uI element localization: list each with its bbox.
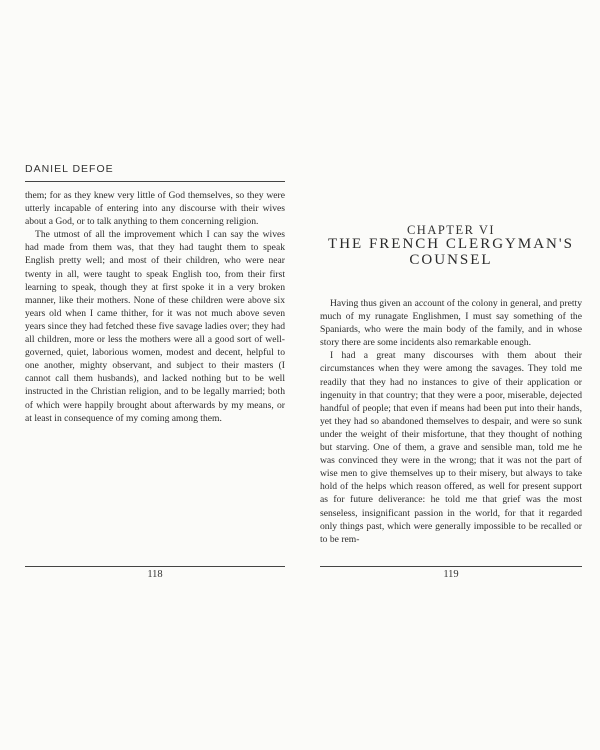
header-rule <box>25 181 285 182</box>
left-page <box>25 0 285 750</box>
chapter-title-line: THE FRENCH CLERGYMAN'S <box>328 236 574 252</box>
page-number: 119 <box>443 569 459 580</box>
paragraph: Having thus given an account of the colony in general, and pretty much of my runagate Englishmen, I must say something of the Spaniards, who were the main body of the family, and in whose story there are some incidents also remarkable enough. <box>320 298 582 349</box>
chapter-title-line: COUNSEL <box>409 252 493 268</box>
footer-rule <box>25 566 285 567</box>
chapter-title <box>320 236 582 268</box>
paragraph: The utmost of all the improvement which I can say the wives had made from them was, that they had taught them to speak English pretty well; and most of their children, who were near twenty in all, were taught to speak English too, from their first learning to speak, though they at first spoke it in a very broken manner, like their mothers. None of these children were above six years old when I came thither, for it was not much above seven years since they had fetched these five savage ladies over; they had all children, more or less the mothers were all a good sort of well-governed, quiet, laborious women, modest and decent, helpful to one another, mighty observant, and subject to their masters (I cannot call them husbands), and lacked nothing but to be well instructed in the Christian religion, and to be legally married; both of which were happily brought about afterwards by my means, or at least in consequence of my coming among them. <box>25 229 285 424</box>
paragraph: them; for as they knew very little of God themselves, so they were utterly incapable of entering into any discourse with their wives about a God, or to talk anything to them concerning religion. <box>25 190 285 228</box>
paragraph: I had a great many discourses with them about their circumstances when they were among the savages. They told me readily that they had no instances to give of their application or ingenuity in that country; that they were a poor, miserable, dejected handful of people; that even if means had been put into their hands, yet they had so abandoned themselves to despair, and were so sunk under the weight of their misfortune, that they thought of nothing but starving. One of them, a grave and sensible man, told me he was convinced they were in the wrong; that it was not the part of wise men to give themselves up to their misery, but always to take hold of the helps which reason offered, as well for present support as for future deliverance: he told me that grief was the most senseless, insignificant passion in the world, for that it regarded only things past, which were generally impossible to be recalled or to be rem- <box>320 350 582 545</box>
right-page-text <box>320 297 582 546</box>
page-number: 118 <box>147 569 163 580</box>
right-page <box>320 0 582 750</box>
footer-rule <box>320 566 582 567</box>
running-head: DANIEL DEFOE <box>25 163 114 175</box>
chapter-number: CHAPTER VI <box>406 223 496 237</box>
left-page-text <box>25 189 285 425</box>
